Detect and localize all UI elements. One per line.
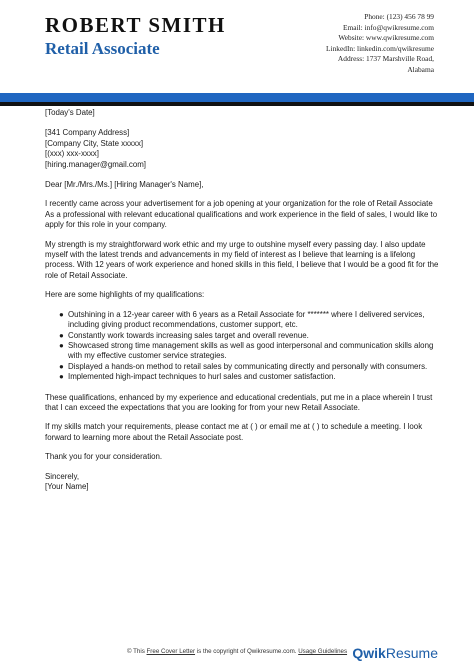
company-address: [341 Company Address] <box>45 128 130 138</box>
footer-middle: is the copyright of Qwikresume.com. <box>195 648 299 655</box>
contact-address-line1: Address: 1737 Marshville Road, <box>337 54 434 64</box>
contact-email: Email: info@qwikresume.com <box>343 22 434 32</box>
highlight-text: Outshining in a 12-year career with 6 years as a Retail Associate for ******* where I delivered services, including giving product recommendations, customer support, etc. <box>68 309 425 330</box>
qwikresume-logo <box>352 645 438 661</box>
thanks-line: Thank you for your consideration. <box>45 452 163 462</box>
highlights-list <box>45 310 441 383</box>
highlight-item <box>45 372 441 382</box>
hiring-manager-email: [hiring.manager@gmail.com] <box>45 159 146 169</box>
logo-qwik: Qwik <box>352 645 386 661</box>
company-phone: [(xxx) xxx-xxxx] <box>45 149 99 159</box>
contact-linkedin: LinkedIn: linkedin.com/qwikresume <box>326 43 434 53</box>
contact-website: Website: www.qwikresume.com <box>338 33 434 43</box>
bullet-icon: ● <box>59 330 64 340</box>
letter-date: [Today's Date] <box>45 108 95 117</box>
letter-body <box>45 108 441 492</box>
highlight-item <box>45 331 441 341</box>
bullet-icon: ● <box>59 372 64 382</box>
highlight-item <box>45 362 441 372</box>
job-title: Retail Associate <box>45 39 160 58</box>
company-city: [Company City, State xxxxx] <box>45 138 144 148</box>
paragraph-intro: I recently came across your advertisement for a job opening at your organization for the role of Retail Associate As a professional with relevant educational qualifications and work experience in the field of sales, I would like to apply for this role in your company. <box>45 199 438 230</box>
contact-block <box>244 12 434 76</box>
contact-address-line2: Alabama <box>407 64 434 74</box>
bullet-icon: ● <box>59 309 64 319</box>
highlight-item <box>45 341 441 362</box>
paragraph-contact: If my skills match your requirements, please contact me at ( ) or email me at ( ) to schedule a meeting. I look forward to learning more about the Retail Associate post. <box>45 422 423 442</box>
applicant-name: ROBERT SMITH <box>45 13 226 37</box>
usage-guidelines-link[interactable]: Usage Guidelines <box>298 648 348 655</box>
contact-phone: Phone: (123) 456 78 99 <box>364 12 434 21</box>
signature: [Your Name] <box>45 481 89 491</box>
closing: Sincerely, <box>45 471 80 481</box>
free-cover-letter-link[interactable]: Free Cover Letter <box>146 648 196 655</box>
paragraph-strength: My strength is my straightforward work ethic and my urge to outshine myself every passing day. I also update myself with the latest trends and advancements in my field of interest as I believe that learning is a lifelong process. With 12 years of work experience and honed skills in this field, I believe that I would be a good fit for the role of Retail Associate. <box>45 239 439 280</box>
highlight-item <box>45 310 441 331</box>
footer-prefix: © This <box>126 648 147 655</box>
header-accent-band <box>0 93 474 102</box>
highlights-intro: Here are some highlights of my qualifications: <box>45 290 205 300</box>
highlight-text: Showcased strong time management skills as well as good interpersonal and communication skills along with my effective customer service strategies. <box>68 340 434 361</box>
highlight-text: Constantly work towards increasing sales target and overall revenue. <box>68 330 309 340</box>
bullet-icon: ● <box>59 340 64 350</box>
highlight-text: Displayed a hands-on method to retail sales by communicating directly and personally with consumers. <box>68 361 428 371</box>
logo-resume: Resume <box>385 645 438 661</box>
header-dark-band <box>0 102 474 106</box>
highlight-text: Implemented high-impact techniques to hurl sales and customer satisfaction. <box>68 372 336 382</box>
paragraph-qualifications: These qualifications, enhanced by my experience and educational credentials, put me in a place wherein I trust that I can exceed the expectations that you are looking for from your new Retail Associate. <box>45 392 433 412</box>
salutation: Dear [Mr./Mrs./Ms.] [Hiring Manager's Name], <box>45 180 204 190</box>
bullet-icon: ● <box>59 361 64 371</box>
